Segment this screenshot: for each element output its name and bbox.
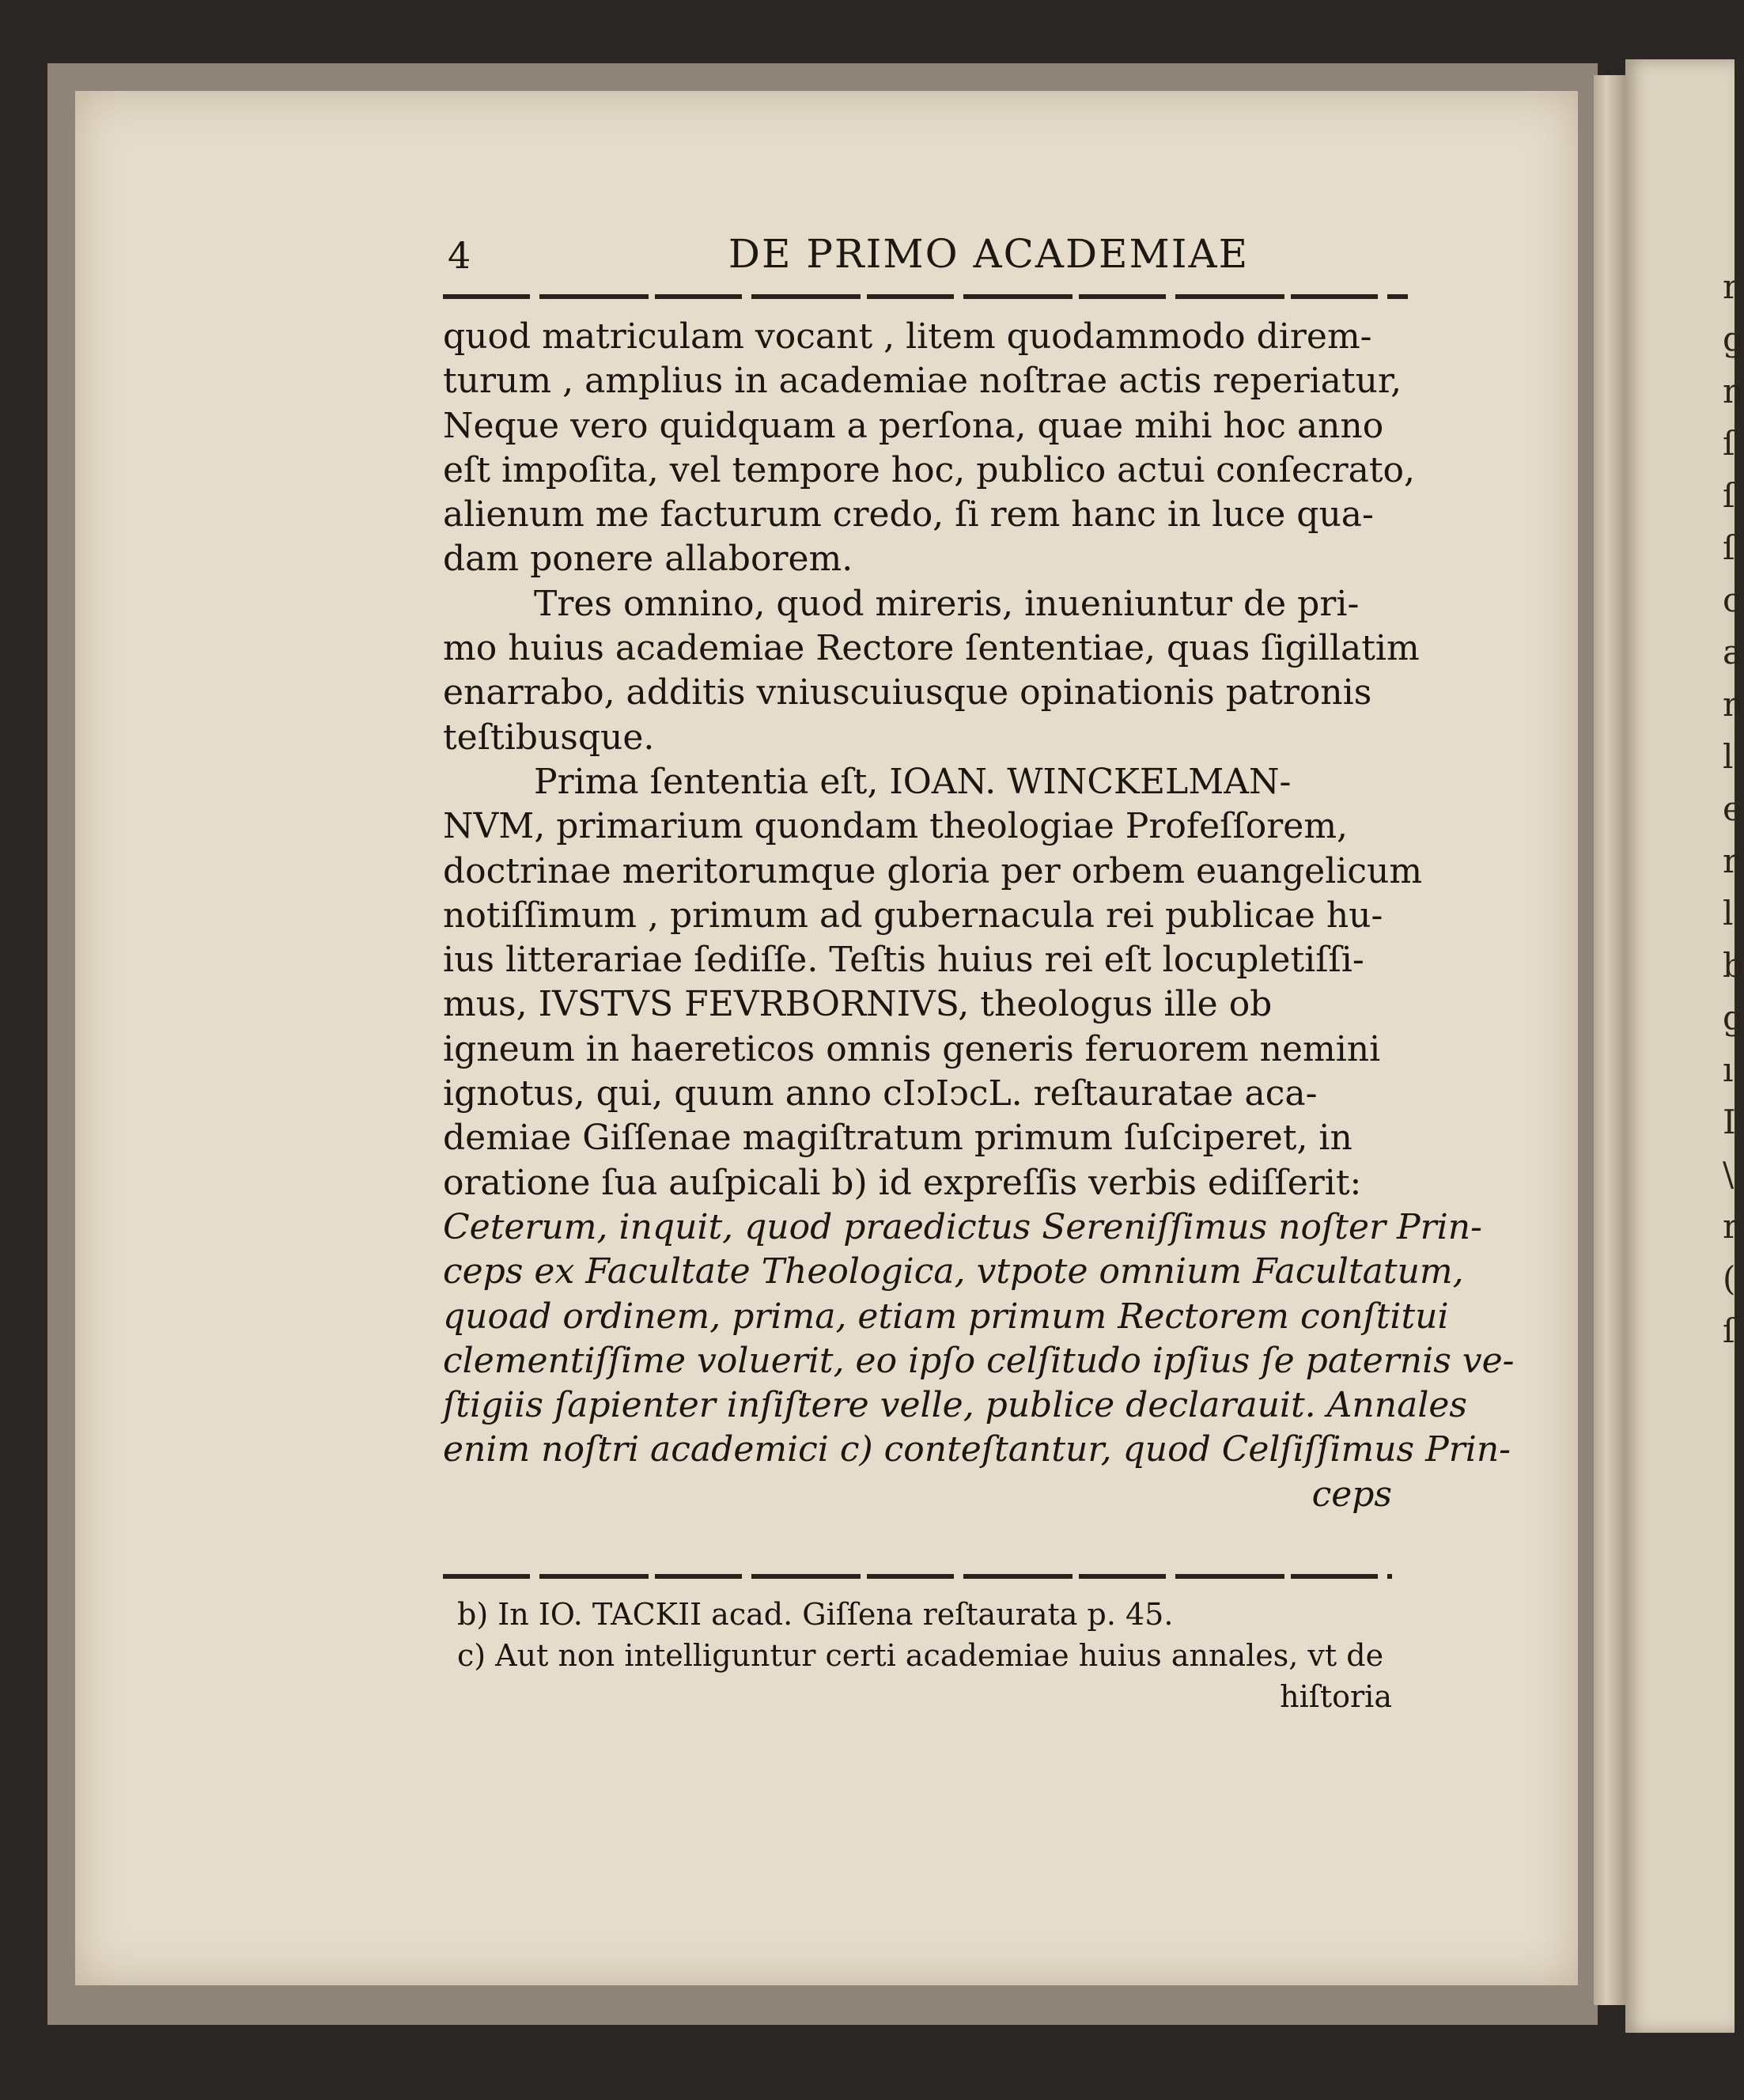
text-line: quod matriculam vocant , litem quodammodo direm- — [443, 316, 1372, 357]
text-line: alienum me facturum credo, ſi rem hanc in luce qua- — [443, 494, 1374, 535]
glyph: ( — [1723, 1259, 1736, 1298]
glyph: \ — [1723, 1155, 1735, 1194]
text-line: enarrabo, additis vniuscuiusque opinationis patronis — [443, 672, 1372, 713]
glyph: c — [1723, 581, 1742, 619]
glyph: ı — [1723, 1050, 1734, 1089]
footnote-rule — [443, 1574, 1392, 1579]
next-page-strip — [1625, 59, 1744, 2033]
glyph: l — [1723, 737, 1734, 776]
text-line: oratione ſua auſpicali b) id expreſſis verbis ediſſerit: — [443, 1162, 1362, 1203]
glyph: a — [1723, 633, 1743, 672]
body-text — [443, 315, 1515, 1517]
text-line: dam ponere allaborem. — [443, 539, 853, 580]
glyph: g — [1723, 998, 1744, 1037]
glyph: g — [1723, 320, 1744, 358]
text-line: teſtibusque. — [443, 717, 655, 758]
text-line: eſt impoſita, vel tempore hoc, publico actui conſecrato, — [443, 449, 1415, 490]
glyph: r — [1723, 267, 1739, 306]
glyph: ſ — [1723, 528, 1735, 567]
footnote-c-continuation: hiſtoria — [1280, 1679, 1392, 1714]
page-header — [443, 231, 1408, 285]
glyph: r — [1723, 842, 1739, 880]
text-line: turum , amplius in academiae noſtrae actis reperiatur, — [443, 361, 1402, 402]
text-line: quoad ordinem, prima, etiam primum Rectorem conſtitui — [443, 1296, 1449, 1337]
glyph: l — [1723, 894, 1734, 933]
glyph: I — [1723, 1103, 1736, 1141]
text-line: ignotus, qui, quum anno cIↄIↄcL. reſtauratae aca- — [443, 1073, 1318, 1114]
text-line: Prima ſententia eſt, IOAN. WINCKELMAN- — [534, 761, 1292, 802]
text-line: mus, IVSTVS FEVRBORNIVS, theologus ille ob — [443, 984, 1273, 1025]
header-rule — [443, 294, 1408, 299]
text-line: enim noſtri academici c) conteſtantur, quod Celſiſſimus Prin- — [443, 1429, 1511, 1470]
footnote-c: c) Aut non intelliguntur certi academiae huius annales, vt de — [457, 1638, 1384, 1673]
footnote-b: b) In IO. TACKII acad. Giſſena reſtaurata p. 45. — [457, 1597, 1174, 1632]
text-line: Tres omnino, quod mireris, inueniuntur de pri- — [534, 583, 1360, 624]
glyph: ſ — [1723, 476, 1735, 515]
glyph: ſ — [1723, 424, 1735, 463]
text-line: mo huius academiae Rectore ſententiae, quas ſigillatim — [443, 628, 1420, 669]
text-line: clementiſſime voluerit, eo ipſo celſitudo ipſius ſe paternis ve- — [443, 1340, 1515, 1381]
text-line: notiſſimum , primum ad gubernacula rei publicae hu- — [443, 895, 1383, 936]
glyph: r — [1723, 1207, 1739, 1246]
glyph: b — [1723, 946, 1744, 985]
text-line: NVM, primarium quondam theologiae Profeſſorem, — [443, 806, 1349, 847]
glyph: n — [1723, 685, 1744, 724]
page-edge — [1594, 75, 1625, 2005]
text-line: ſtigiis ſapienter inſiſtere velle, publice declarauit. Annales — [443, 1385, 1468, 1426]
running-title: DE PRIMO ACADEMIAE — [728, 231, 1250, 277]
text-line: Ceterum, inquit, quod praedictus Sereniſſimus noſter Prin- — [443, 1206, 1482, 1247]
page-number: 4 — [448, 234, 471, 277]
text-line: ius litterariae ſediſſe. Teſtis huius rei eſt locupletiſſi- — [443, 940, 1364, 981]
glyph: e — [1723, 789, 1742, 828]
catchword: ceps — [1311, 1474, 1392, 1515]
footnotes — [443, 1594, 1392, 1717]
text-line: Neque vero quidquam a perſona, quae mihi hoc anno — [443, 405, 1384, 446]
glyph: n — [1723, 372, 1744, 411]
text-line: igneum in haereticos omnis generis feruorem nemini — [443, 1028, 1381, 1069]
text-line: doctrinae meritorumque gloria per orbem euangelicum — [443, 850, 1423, 891]
text-line: ceps ex Facultate Theologica, vtpote omnium Facultatum, — [443, 1251, 1464, 1292]
next-page-glyphs — [1723, 261, 1744, 1463]
glyph: ſ — [1723, 1311, 1735, 1350]
text-line: demiae Giſſenae magiſtratum primum ſuſciperet, in — [443, 1118, 1352, 1159]
